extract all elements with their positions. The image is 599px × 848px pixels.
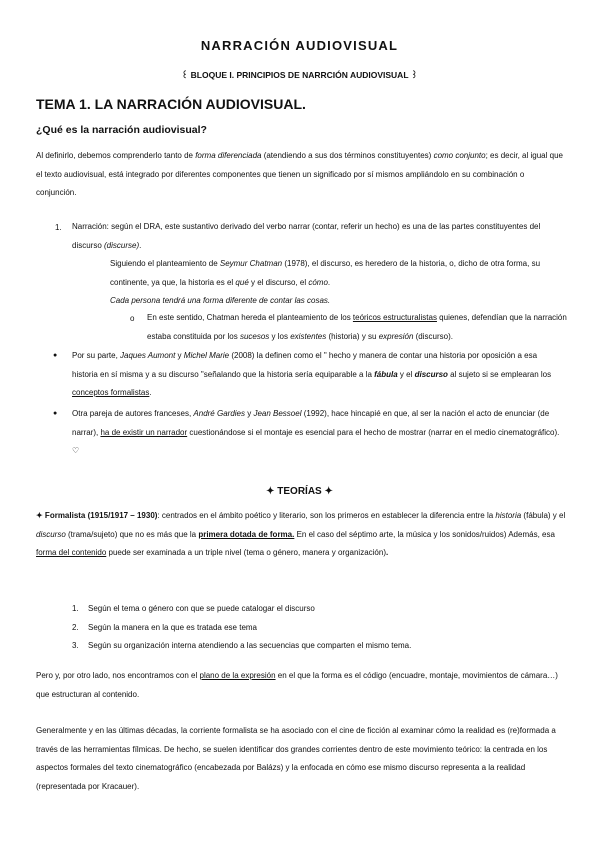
theories-heading: ✦ TEORÍAS ✦ — [266, 486, 333, 497]
block-subtitle: ꒰ BLOQUE I. PRINCIPIOS DE NARRCIÓN AUDIOVISUAL ꒱ — [181, 70, 418, 80]
list-item: 3. Según su organización interna atendiendo a las secuencias que comparten el mismo tema. — [72, 641, 412, 650]
indented-paragraph: Siguiendo el planteamiento de Seymur Chatman (1978), el discurso, es heredero de la historia, o, dicho de otra forma, su continente, ya que, la historia es el qué y el discurso, el cómo. Cada persona tendrá una forma diferente de contar las cosas. — [110, 259, 541, 305]
formalist-paragraph: ✦ Formalista (1915/1917 – 1930): centrados en el ámbito poético y literario, son los primeros en establecer la diferencia entre la historia (fábula) y el discurso (trama/sujeto) que no es más que la primera dotada de forma. En el caso del séptimo arte, la música y los sonidos/ruidos) Además, esa forma del contenido puede ser examinada a un triple nivel (tema o género, manera y organización). — [36, 511, 566, 557]
bullet: ● — [53, 352, 58, 359]
question-heading: ¿Qué es la narración audiovisual? — [36, 124, 207, 136]
list-item: 2. Según la manera en la que es tratada ese tema — [72, 622, 257, 632]
sub-bullet: o — [130, 314, 135, 323]
document-title: NARRACIÓN AUDIOVISUAL — [200, 38, 399, 53]
bullet: ● — [53, 410, 58, 417]
list-number: 1. — [55, 223, 62, 232]
item-narracion: Narración: según el DRA, este sustantivo derivado del verbo narrar (contar, referir un hecho) es una de las partes constituyentes del discurso (discurse). — [72, 222, 541, 250]
expression-paragraph: Pero y, por otro lado, nos encontramos con el plano de la expresión en el que la forma es el código (encuadre, montaje, movimientos de cámara…) que estructuran al contenido. — [36, 671, 558, 699]
item-gardies-bessoel: Otra pareja de autores franceses, André Gardies y Jean Bessoel (1992), hace hincapié en que, al ser la nación el acto de enunciar (de narrar), ha de existir un narrador cuestionándose si el montaje es esencial para el hecho de mostrar (narrar en el medio cinematográfico). ♡ — [72, 409, 560, 455]
item-aumont-marie: Por su parte, Jaques Aumont y Michel Marie (2008) la definen como el " hecho y manera de contar una historia por oposición a esa historia en sí misma y a su discurso "señalando que la historia sería equiparable a la fábula y el discurso al sujeto si se emplearan los conceptos formalistas. — [72, 351, 552, 397]
levels-list — [72, 600, 562, 656]
section-heading: TEMA 1. LA NARRACIÓN AUDIOVISUAL. — [36, 96, 306, 112]
intro-paragraph: Al definirlo, debemos comprenderlo tanto de forma diferenciada (atendiendo a sus dos términos constituyentes) como conjunto; es decir, al igual que el texto audiovisual, está integrado por diferentes componentes que tienen un significado por sí mismos ampliándolo en su combinación o conjunción. — [36, 151, 563, 197]
sub-item-chatman: En este sentido, Chatman hereda el planteamiento de los teóricos estructuralistas quienes, defendían que la narración estaba constituida por los sucesos y los existentes (historia) y su expresión (discurso). — [147, 313, 567, 341]
formalism-trends-paragraph: Generalmente y en las últimas décadas, la corriente formalista se ha asociado con el cine de ficción al examinar cómo la realidad es (re)formada a través de las herramientas fílmicas. De hecho, se suelen identificar dos grandes corrientes dentro de este movimiento teórico: la centrada en los aspectos formales del texto cinematográfico (encabezada por Balázs) y la enfocada en cómo ese mismo discurso representa a la realidad (representada por Kracauer). — [36, 726, 556, 791]
list-item: 1. Según el tema o género con que se puede catalogar el discurso — [72, 604, 315, 613]
